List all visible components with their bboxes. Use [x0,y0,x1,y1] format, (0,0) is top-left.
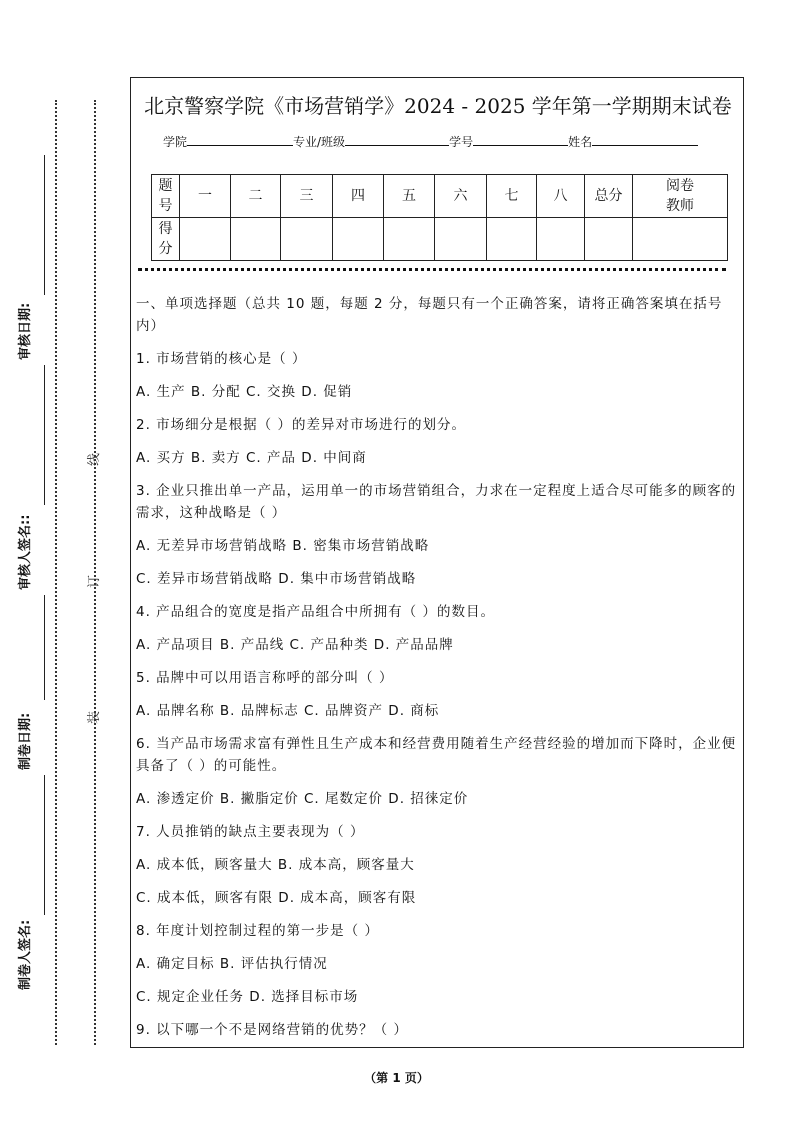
reviewer-date-line [44,155,45,295]
question-1: 1. 市场营销的核心是（ ） [136,351,307,367]
question-7-options: C. 成本低，顾客有限 D. 成本高，顾客有限 [136,890,417,906]
maker-sign-line [44,775,45,915]
score-cell[interactable] [281,218,333,261]
maker-date-line [44,595,45,700]
score-cell[interactable] [537,218,585,261]
question-5-options: A. 品牌名称 B. 品牌标志 C. 品牌资产 D. 商标 [136,703,440,719]
score-cell[interactable] [231,218,281,261]
college-field[interactable] [187,133,293,146]
col-header-total: 总分 [585,175,633,218]
row-label-question-no: 题 号 [152,175,180,218]
score-cell[interactable] [180,218,231,261]
question-4: 4. 产品组合的宽度是指产品组合中所拥有（ ）的数目。 [136,604,495,620]
question-2-options: A. 买方 B. 卖方 C. 产品 D. 中间商 [136,450,367,466]
major-field[interactable] [345,133,449,146]
student-info-row [163,133,698,150]
binding-bind-char: 装 [87,710,103,725]
section-separator [138,268,726,271]
binding-line-char: 线 [87,452,103,467]
major-label: 专业/班级 [293,135,346,149]
name-label: 姓名 [568,135,593,149]
question-7-options: A. 成本低，顾客量大 B. 成本高，顾客量大 [136,857,415,873]
score-cell-grader[interactable] [633,218,728,261]
row-label-score: 得 分 [152,218,180,261]
reviewer-sign-line [44,365,45,505]
binding-order-char: 订 [87,574,103,589]
college-label: 学院 [163,135,188,149]
question-3-options: A. 无差异市场营销战略 B. 密集市场营销战略 [136,538,430,554]
score-table-score-row [152,218,728,261]
question-6-options: A. 渗透定价 B. 撇脂定价 C. 尾数定价 D. 招徕定价 [136,791,469,807]
question-3: 3. 企业只推出单一产品，运用单一的市场营销组合，力求在一定程度上适合尽可能多的顾客的需求，这种战略是（ ） [136,483,737,521]
col-header: 六 [435,175,487,218]
score-cell[interactable] [435,218,487,261]
question-4-options: A. 产品项目 B. 产品线 C. 产品种类 D. 产品品牌 [136,637,454,653]
question-8-options: C. 规定企业任务 D. 选择目标市场 [136,989,359,1005]
page-number: （第 1 页） [364,1071,429,1085]
question-1-options: A. 生产 B. 分配 C. 交换 D. 促销 [136,384,353,400]
score-cell[interactable] [487,218,537,261]
student-id-label: 学号 [449,135,474,149]
score-cell[interactable] [333,218,384,261]
col-header: 一 [180,175,231,218]
name-field[interactable] [592,133,698,146]
question-9: 9. 以下哪一个不是网络营销的优势？（ ） [136,1022,408,1038]
exam-frame [130,77,744,1048]
score-cell[interactable] [384,218,435,261]
question-8: 8. 年度计划控制过程的第一步是（ ） [136,923,379,939]
binding-dotted-line-inner [94,100,96,1045]
col-header: 八 [537,175,585,218]
col-header-grader: 阅卷 教师 [633,175,728,218]
question-5: 5. 品牌中可以用语言称呼的部分叫（ ） [136,670,394,686]
col-header: 七 [487,175,537,218]
col-header: 五 [384,175,435,218]
question-8-options: A. 确定目标 B. 评估执行情况 [136,956,328,972]
col-header: 四 [333,175,384,218]
student-id-field[interactable] [473,133,568,146]
question-2: 2. 市场细分是根据（ ）的差异对市场进行的划分。 [136,417,466,433]
col-header: 三 [281,175,333,218]
score-table-header-row [152,175,728,218]
binding-dotted-line-outer [55,100,57,1045]
exam-title: 北京警察学院《市场营销学》2024 - 2025 学年第一学期期末试卷 [144,94,732,118]
score-cell-total[interactable] [585,218,633,261]
col-header: 二 [231,175,281,218]
question-3-options: C. 差异市场营销战略 D. 集中市场营销战略 [136,571,417,587]
section-heading: 一、单项选择题（总共 10 题，每题 2 分，每题只有一个正确答案，请将正确答案填在括号内） [136,296,723,334]
score-table [151,174,728,261]
question-section [136,293,740,1041]
question-7: 7. 人员推销的缺点主要表现为（ ） [136,824,365,840]
question-6: 6. 当产品市场需求富有弹性且生产成本和经营费用随着生产经营经验的增加而下降时，企业便具备了（ ）的可能性。 [136,736,737,774]
